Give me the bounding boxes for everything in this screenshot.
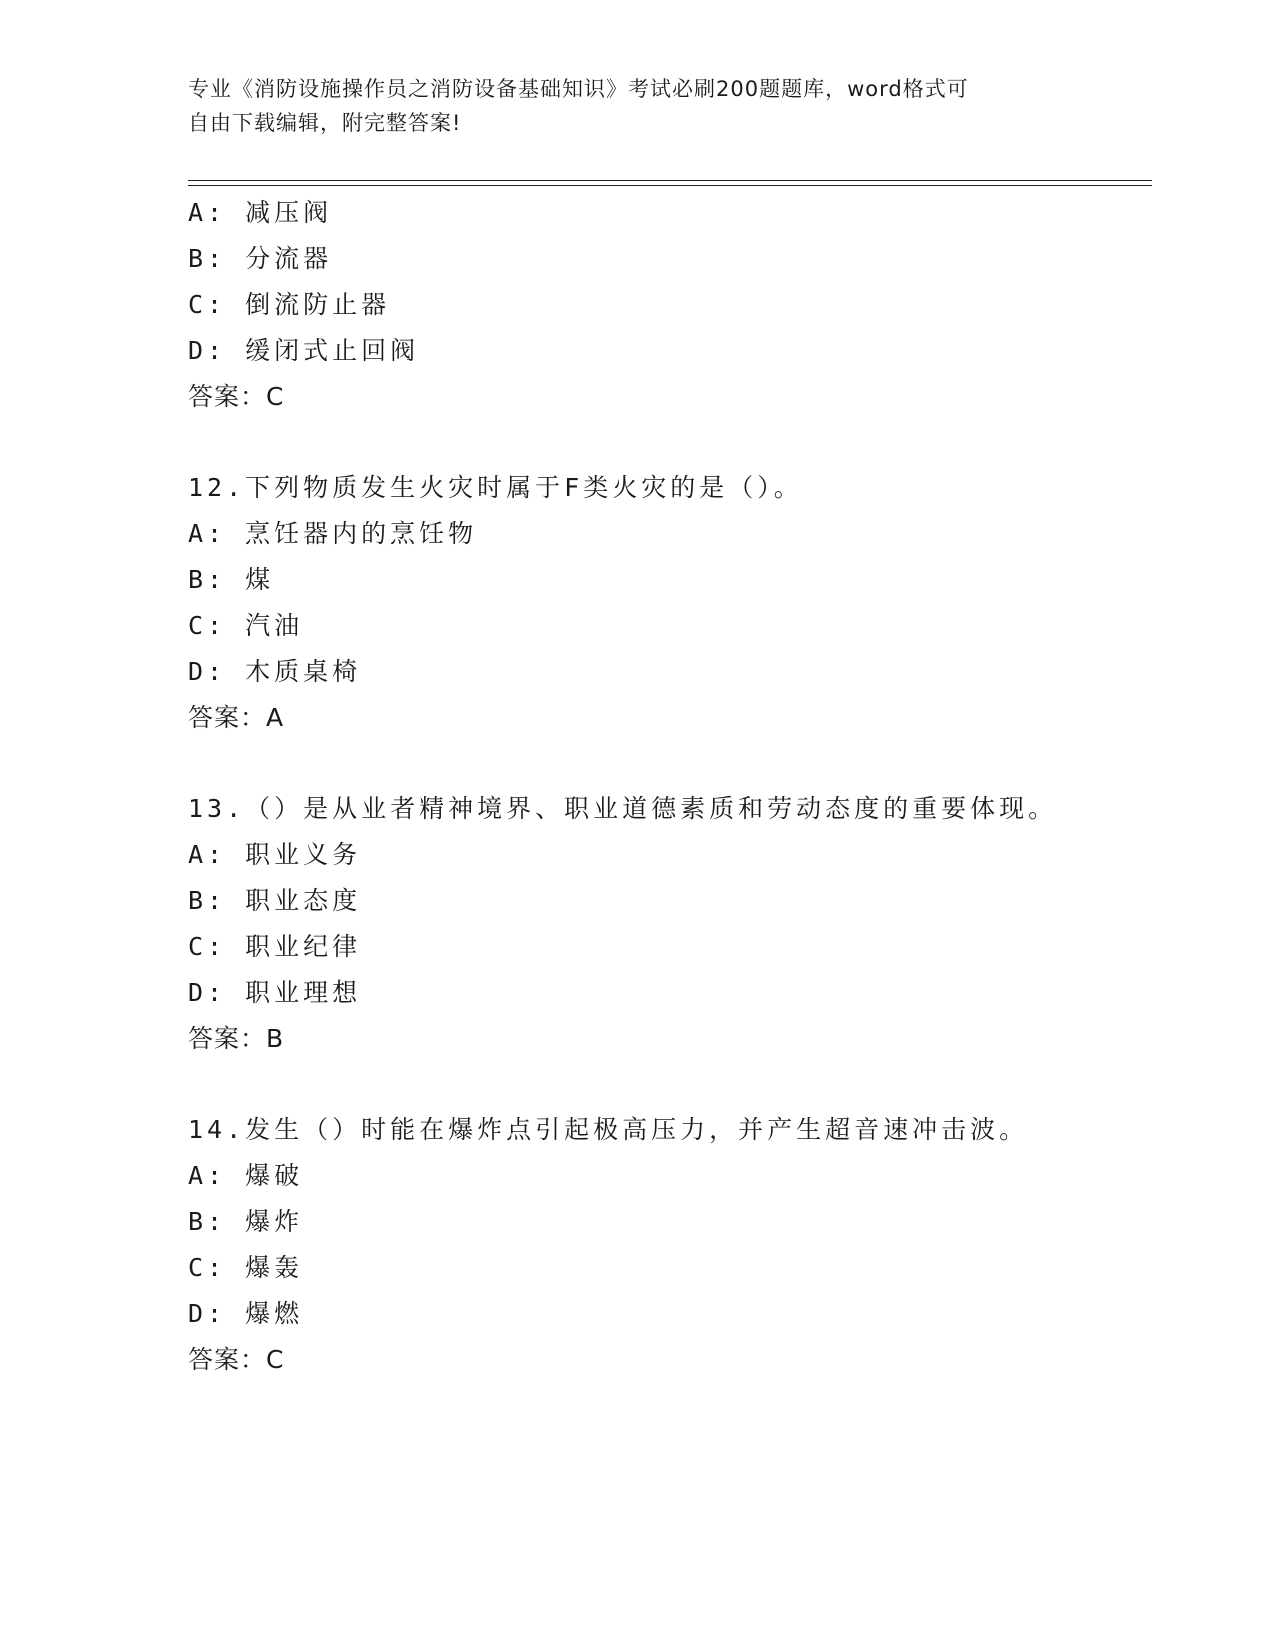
header-line-2: 自由下载编辑，附完整答案! <box>188 111 462 135</box>
answer-line: 答案：C <box>188 1345 285 1374</box>
answer-line: 答案：C <box>188 382 285 411</box>
question-block-13 <box>188 786 1148 1062</box>
header-line-1: 专业《消防设施操作员之消防设备基础知识》考试必刷200题题库，word格式可 <box>188 77 969 101</box>
option-c: C: 职业纪律 <box>188 932 362 961</box>
option-a: A: 烹饪器内的烹饪物 <box>188 519 478 548</box>
header-divider-top <box>188 180 1152 181</box>
question-list <box>188 190 1148 1383</box>
question-block-12 <box>188 465 1148 741</box>
option-b: B: 爆炸 <box>188 1207 304 1236</box>
option-d: D: 爆燃 <box>188 1299 304 1328</box>
header-divider-bottom <box>188 185 1152 186</box>
answer-line: 答案：A <box>188 703 285 732</box>
option-a: A: 减压阀 <box>188 198 333 227</box>
question-stem: 12.下列物质发生火灾时属于F类火灾的是（）。 <box>188 473 803 502</box>
question-block-14 <box>188 1107 1148 1383</box>
option-a: A: 职业义务 <box>188 840 362 869</box>
answer-line: 答案：B <box>188 1024 285 1053</box>
question-stem: 14.发生（）时能在爆炸点引起极高压力，并产生超音速冲击波。 <box>188 1115 1029 1144</box>
question-block-11 <box>188 190 1148 420</box>
option-b: B: 分流器 <box>188 244 333 273</box>
option-b: B: 煤 <box>188 565 275 594</box>
document-header <box>188 72 1088 140</box>
option-d: D: 木质桌椅 <box>188 657 362 686</box>
option-c: C: 汽油 <box>188 611 304 640</box>
option-d: D: 缓闭式止回阀 <box>188 336 420 365</box>
question-stem: 13.（）是从业者精神境界、职业道德素质和劳动态度的重要体现。 <box>188 794 1058 823</box>
option-c: C: 倒流防止器 <box>188 290 391 319</box>
option-a: A: 爆破 <box>188 1161 304 1190</box>
option-c: C: 爆轰 <box>188 1253 304 1282</box>
option-d: D: 职业理想 <box>188 978 362 1007</box>
option-b: B: 职业态度 <box>188 886 362 915</box>
